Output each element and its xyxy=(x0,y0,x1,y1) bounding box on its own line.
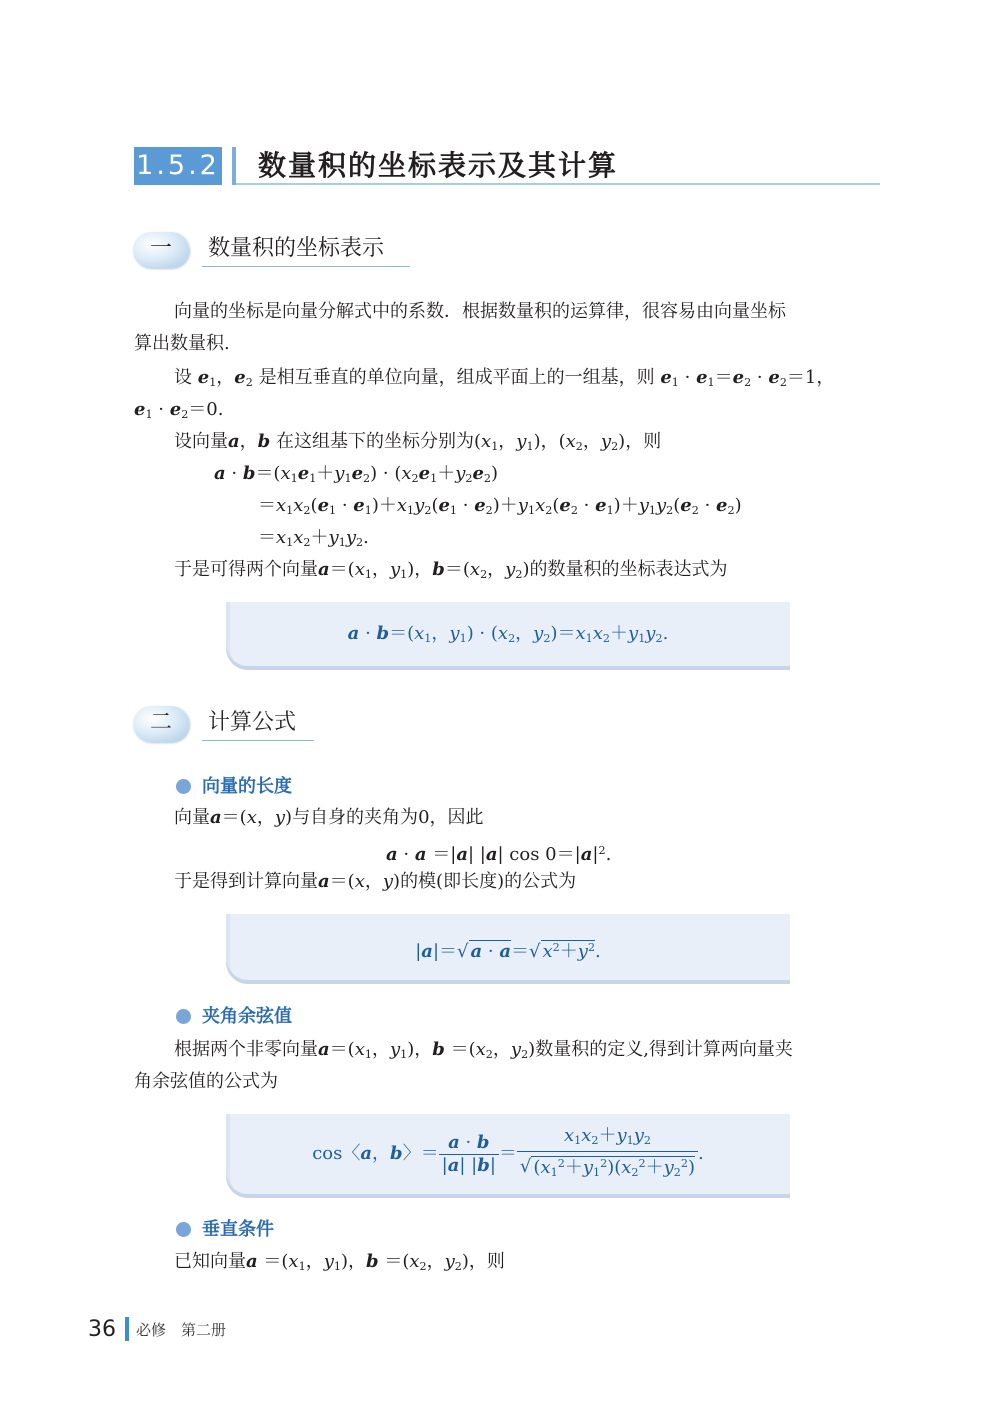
part1-title: 数量积的坐标表示 xyxy=(208,236,385,261)
p2-line1: 设 $e_1$，$e_2$ 是相互垂直的单位向量，组成平面上的一组基，则 $e_1 \cdot e_1=e_2 \cdot e_2=1$， xyxy=(174,367,835,389)
part2-rule xyxy=(202,740,314,741)
derivation-line3: $=x_1x_2+y_1y_2$. xyxy=(258,527,369,549)
page-number: 36 xyxy=(88,1317,116,1342)
p2-line2: $e_1 \cdot e_2=0$. xyxy=(134,399,224,421)
perp-line1: 已知向量$a =(x_1$，$y_1$)，$b =(x_2$，$y_2$)，则 xyxy=(174,1251,505,1273)
section-divider xyxy=(232,147,236,185)
footer-divider xyxy=(125,1317,129,1341)
len-line1: 向量a＝(x，y)与自身的夹角为0，因此 xyxy=(174,807,484,828)
heading-length: 向量的长度 xyxy=(202,776,292,797)
p4-prefix: 于是可得两个向量 xyxy=(174,559,318,580)
p2-prefix: 设 xyxy=(174,367,192,388)
cos-line2: 角余弦值的公式为 xyxy=(134,1071,278,1092)
bullet-dot-perpendicular xyxy=(176,1222,191,1237)
perp-suffix: ，则 xyxy=(468,1251,505,1272)
p3-suffix: ，则 xyxy=(625,431,662,452)
len-mid: 与自身的夹角为 xyxy=(292,807,419,828)
len-formula-inline: a · a ＝|a| |a| $\cos 0=|a|^2$. xyxy=(386,844,612,866)
formula-box-dot-product: $a \cdot b=(x_1$，$y_1) \cdot (x_2$，$y_2)=x_1x_2+y_1y_2$. xyxy=(226,602,790,670)
formula-box-length: |a|＝√ a · a＝√ $x^2+y^2$. xyxy=(226,914,790,984)
part2-title: 计算公式 xyxy=(208,710,297,735)
p3-prefix: 设向量 xyxy=(174,431,228,452)
derivation-line1: $a \cdot b=(x_1e_1+y_1e_2) \cdot (x_2e_1+y_2e_2)$ xyxy=(214,463,499,485)
perp-prefix: 已知向量 xyxy=(174,1251,246,1272)
part2-badge: 二 xyxy=(133,706,189,742)
p3-mid: 在这组基下的坐标分别为 xyxy=(276,431,474,452)
len-prefix: 向量 xyxy=(174,807,210,828)
cos-suffix: 数量积的定义,得到计算两向量夹 xyxy=(535,1039,793,1060)
p4-suffix: 的数量积的坐标表达式为 xyxy=(529,559,728,580)
p2-mid: 是相互垂直的单位向量，组成平面上的一组基，则 xyxy=(258,367,655,388)
bullet-dot-cosine xyxy=(176,1009,191,1024)
p1-line2: 算出数量积. xyxy=(134,333,230,354)
part1-rule xyxy=(202,266,410,267)
heading-perpendicular: 垂直条件 xyxy=(202,1219,274,1240)
part1-badge: 一 xyxy=(133,232,189,268)
derivation-line2: $=x_1x_2(e_1 \cdot e_1)+x_1y_2(e_1 \cdot e_2)+y_1x_2(e_2 \cdot e_1)+y_1y_2(e_2 \cdot e_2)$ xyxy=(258,495,742,517)
cos-prefix: 根据两个非零向量 xyxy=(174,1039,318,1060)
formula-box-cosine: cos〈a，b〉＝ $\frac{a \cdot b}{|a| |b|}$ ＝ $\frac{x_1x_2+y_1y_2}{√ (x_1^2+y_1^2)(x_2^2+y_2^2)}$ . xyxy=(226,1114,790,1198)
p3-line: 设向量a，b 在这组基下的坐标分别为($x_1$，$y_1$)，($x_2$，$y_2$)，则 xyxy=(174,431,662,453)
section-rule xyxy=(236,183,880,185)
p1-line1: 向量的坐标是向量分解式中的系数．根据数量积的运算律，很容易由向量坐标 xyxy=(174,301,786,322)
len2-prefix: 于是得到计算向量 xyxy=(174,871,318,892)
len2-suffix: 的模(即长度)的公式为 xyxy=(400,871,577,892)
section-number: 1.5.2 xyxy=(134,147,222,185)
len-line2: 于是得到计算向量a＝(x，y)的模(即长度)的公式为 xyxy=(174,871,577,892)
heading-cosine: 夹角余弦值 xyxy=(202,1006,292,1027)
section-title: 数量积的坐标表示及其计算 xyxy=(258,149,619,182)
p4-line: 于是可得两个向量$a=(x_1$，$y_1$)，$b=(x_2$，$y_2$)的数量积的坐标表达式为 xyxy=(174,559,728,581)
bullet-dot-length xyxy=(176,779,191,794)
cos-line1: 根据两个非零向量$a=(x_1$，$y_1$)，$b =(x_2$，$y_2$)数量积的定义,得到计算两向量夹 xyxy=(174,1039,793,1061)
book-title: 必修 第二册 xyxy=(136,1321,227,1339)
len-mid2: ，因此 xyxy=(429,807,484,828)
